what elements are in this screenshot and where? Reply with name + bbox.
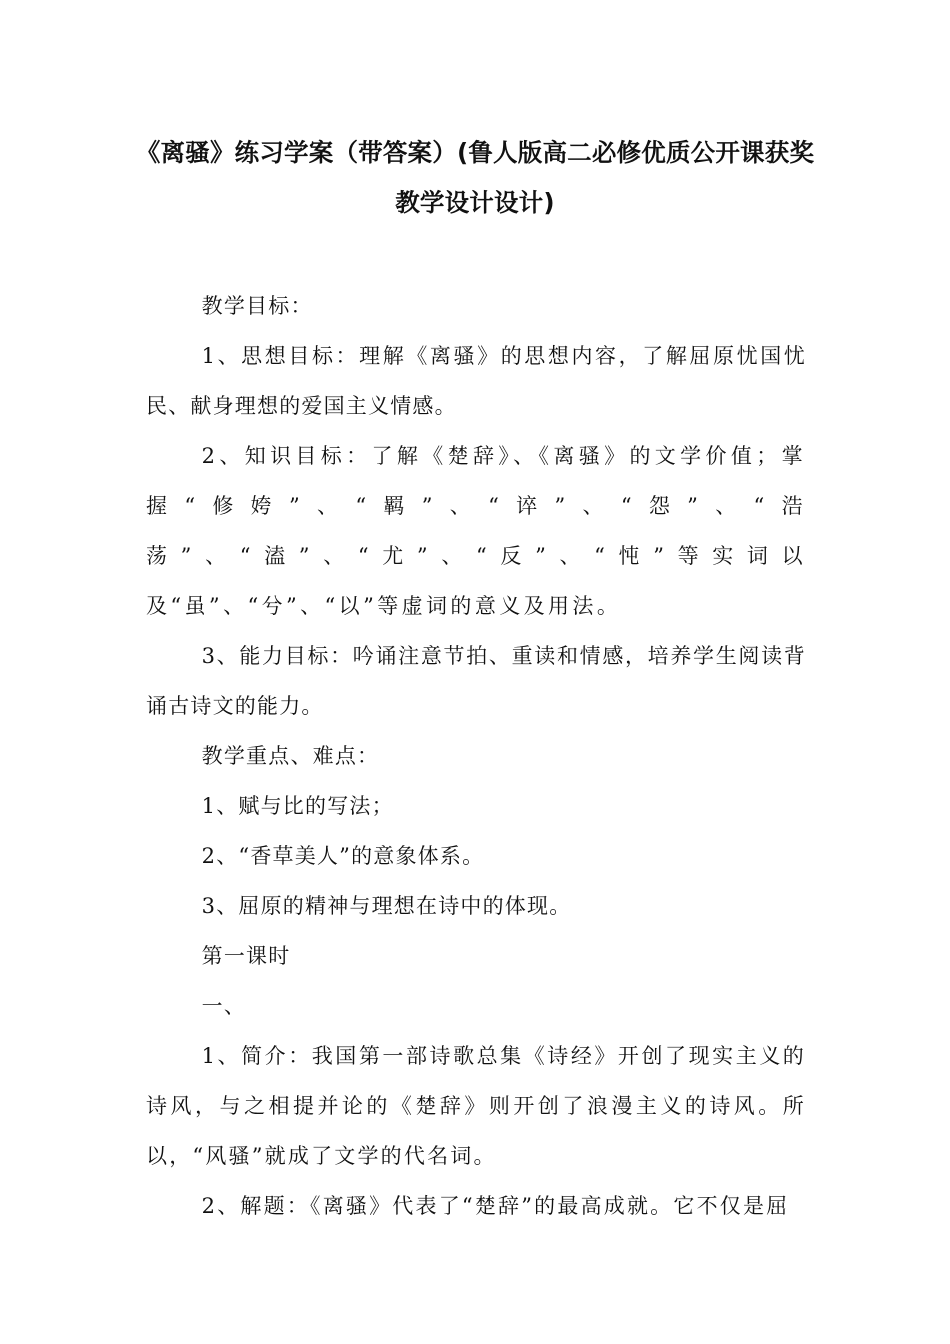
- paragraph-knowledge-goal: 2、知识目标：了解《楚辞》、《离骚》的文学价值；掌握“修姱”、“羁”、“谇”、“怨”、“浩荡”、“溘”、“尤”、“反”、“忳”等实词以及“虽”、“兮”、“以”等虚词的意义及用法。: [146, 444, 806, 618]
- paragraph-section-one: 一、: [201, 994, 247, 1018]
- document-title: 《离骚》练习学案（带答案）(鲁人版高二必修优质公开课获奖教学设计设计): [135, 138, 815, 217]
- paragraph-first-lesson-heading: 第一课时: [201, 944, 291, 968]
- paragraph-ability-goal: 3、能力目标：吟诵注意节拍、重读和情感，培养学生阅读背诵古诗文的能力。: [146, 644, 806, 718]
- document-body: [146, 281, 806, 1231]
- paragraph-key-point-3: 3、屈原的精神与理想在诗中的体现。: [201, 894, 572, 918]
- paragraph-thought-goal: 1、思想目标：理解《离骚》的思想内容，了解屈原忧国忧民、献身理想的爱国主义情感。: [146, 344, 806, 418]
- paragraph-title-explanation: 2、解题：《离骚》代表了“楚辞”的最高成就。它不仅是屈: [201, 1194, 790, 1218]
- paragraph-key-points-heading: 教学重点、难点：: [201, 744, 380, 768]
- paragraph-introduction: 1、简介：我国第一部诗歌总集《诗经》开创了现实主义的诗风，与之相提并论的《楚辞》则开创了浪漫主义的诗风。所以，“风骚”就成了文学的代名词。: [146, 1044, 806, 1168]
- paragraph-key-point-2: 2、“香草美人”的意象体系。: [201, 844, 485, 868]
- paragraph-teaching-goals-heading: 教学目标：: [201, 294, 313, 318]
- paragraph-key-point-1: 1、赋与比的写法；: [201, 794, 394, 818]
